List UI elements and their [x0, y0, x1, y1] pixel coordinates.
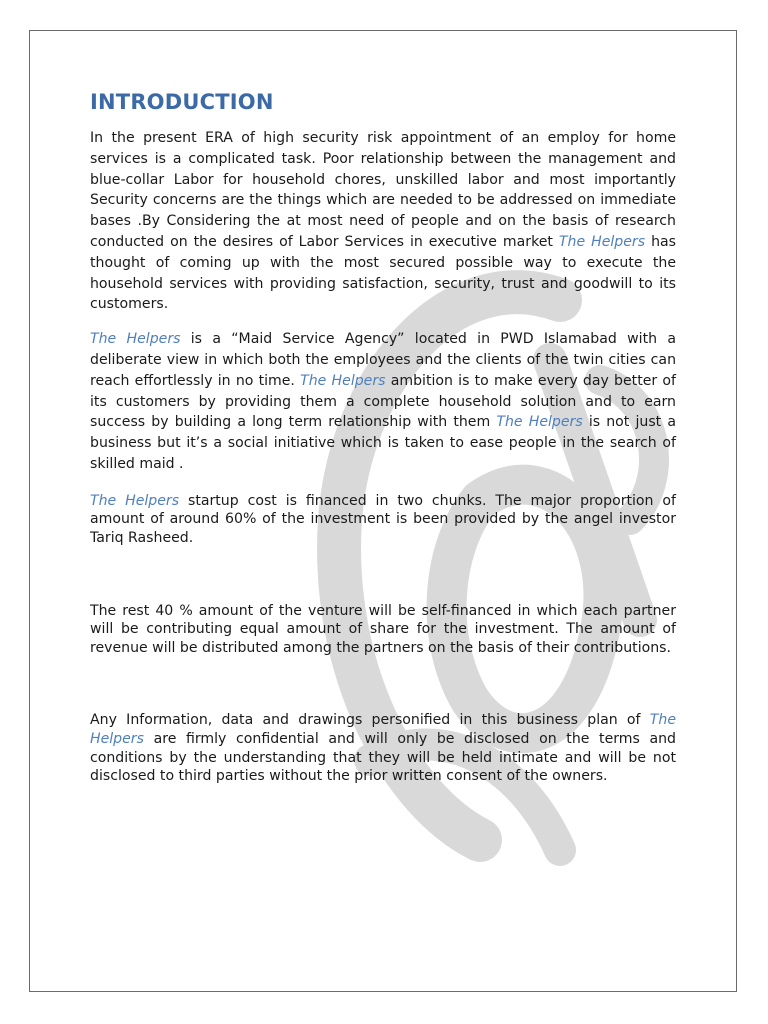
- paragraph-text: is not just a business but it’s a social initiative which is taken to ease people in the search of skilled maid .: [90, 414, 676, 472]
- paragraph-confidentiality: [90, 711, 676, 785]
- paragraph-text: Any Information, data and drawings personified in this business plan of: [90, 712, 650, 729]
- paragraph-text: ambition is to make every day better of its customers by providing them a complete household solution and to earn success by building a long term relationship with them: [90, 372, 676, 431]
- paragraph-financing: [90, 492, 676, 548]
- paragraph-text: are firmly confidential and will only be disclosed on the terms and conditions by the understanding that they will be held intimate and will be not disclosed to third parties without the prior written consent of the owners.: [90, 730, 676, 785]
- paragraph-text: startup cost is financed in two chunks. The major proportion of amount of around 60% of the investment is been provided by the angel investor Tariq Rasheed.: [90, 492, 676, 546]
- brand-name: The Helpers: [90, 492, 180, 509]
- paragraph-text: has thought of coming up with the most secured possible way to execute the household services with providing satisfaction, security, trust and goodwill to its customers.: [90, 233, 676, 313]
- brand-name: The Helpers: [300, 372, 386, 389]
- paragraph-text: In the present ERA of high security risk appointment of an employ for home services is a complicated task. Poor relationship between the management and blue-collar Labor for household chores, unskilled labor and most importantly Security concerns are the things which are needed to be addressed on immediate bases .By Considering the at most need of people and on the basis of research conducted on the desires of Labor Services in executive market: [90, 130, 676, 250]
- brand-name: The Helpers: [558, 233, 646, 250]
- brand-name: The Helpers: [496, 414, 583, 431]
- paragraph-text: is a “Maid Service Agency” located in PWD Islamabad with a deliberate view in which both the employees and the clients of the twin cities can reach effortlessly in no time.: [90, 331, 676, 389]
- document-body: [90, 90, 676, 786]
- paragraph-self-financed: The rest 40 % amount of the venture will be self-financed in which each partner will be contributing equal amount of share for the investment. The amount of revenue will be distributed among the partners on the basis of their contributions.: [90, 602, 676, 656]
- paragraph-intro: [90, 128, 676, 315]
- paragraph-agency: [90, 329, 676, 475]
- brand-name: The Helpers: [90, 712, 676, 747]
- page-title: INTRODUCTION: [90, 90, 274, 114]
- brand-name: The Helpers: [90, 331, 181, 348]
